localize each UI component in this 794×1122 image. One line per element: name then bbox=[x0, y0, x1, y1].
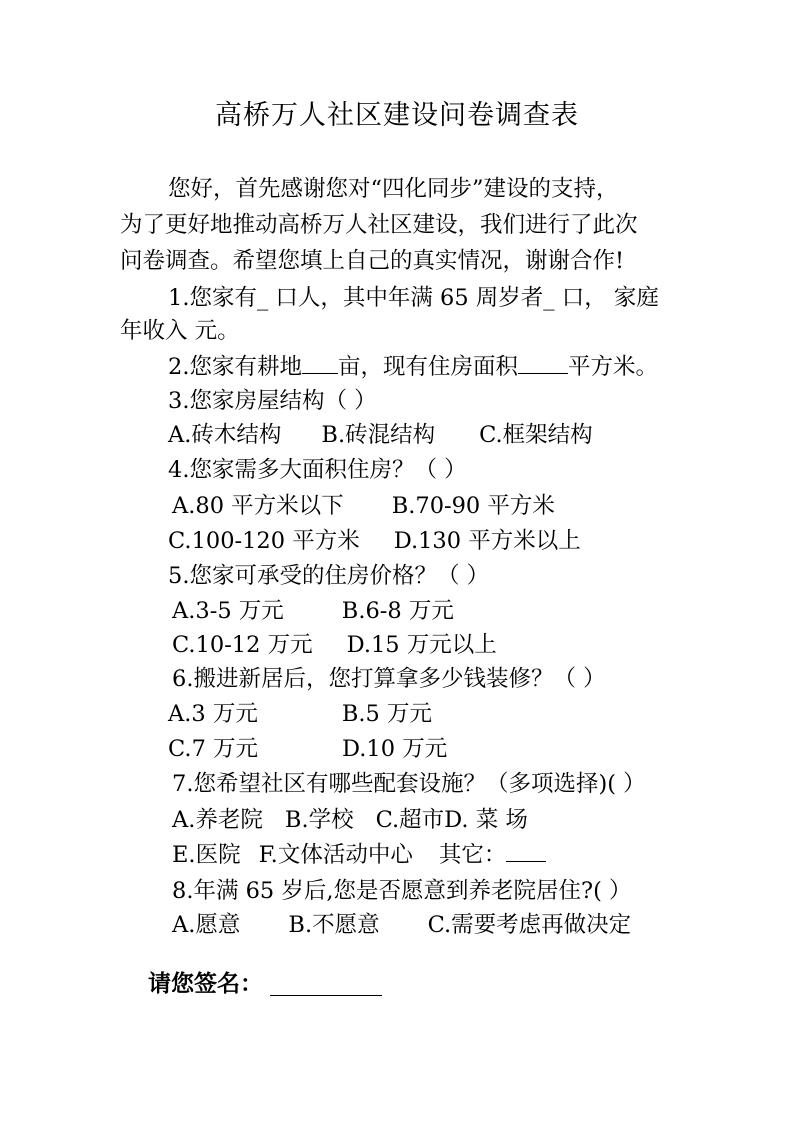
q8-option-b[interactable]: B.不愿意 bbox=[288, 912, 380, 938]
q5-options-row-1 bbox=[172, 594, 454, 628]
intro-line-1: 您好，首先感谢您对“四化同步”建设的支持， bbox=[168, 176, 619, 202]
q4-option-c[interactable]: C.100-120 平方米 bbox=[168, 528, 360, 554]
q8-options bbox=[172, 908, 631, 942]
q3-option-a[interactable]: A.砖木结构 bbox=[168, 422, 282, 448]
q5-option-d[interactable]: D.15 万元以上 bbox=[346, 632, 497, 658]
q6-option-a[interactable]: A.3 万元 bbox=[168, 701, 258, 727]
q7-other-blank[interactable] bbox=[506, 839, 546, 862]
q3-question: 3.您家房屋结构（ ） bbox=[168, 388, 377, 414]
q6-option-c[interactable]: C.7 万元 bbox=[168, 736, 259, 762]
q7-option-other: 其它： bbox=[438, 842, 507, 868]
q8-option-a[interactable]: A.愿意 bbox=[172, 912, 241, 938]
q7-option-f[interactable]: F.文体活动中心 bbox=[258, 842, 413, 868]
q4-option-a[interactable]: A.80 平方米以下 bbox=[172, 493, 344, 519]
q2-text-1: 2.您家有耕地 bbox=[168, 354, 302, 380]
q7-option-e[interactable]: E.医院 bbox=[172, 842, 241, 868]
q3-option-c[interactable]: C.框架结构 bbox=[479, 422, 593, 448]
q3-options bbox=[168, 418, 593, 452]
q7-question: 7.您希望社区有哪些配套设施？（多项选择)( ） bbox=[172, 771, 646, 797]
q1-line-1: 1.您家有_ 口人，其中年满 65 周岁者_ 口， 家庭 bbox=[168, 285, 659, 311]
q4-options-row-1 bbox=[172, 489, 555, 523]
intro-line-2: 为了更好地推动高桥万人社区建设，我们进行了此次 bbox=[120, 212, 638, 238]
q5-question: 5.您家可承受的住房价格？（ ） bbox=[168, 563, 490, 589]
q6-options-row-2 bbox=[168, 732, 447, 766]
q2-housing-area-blank[interactable] bbox=[518, 351, 568, 374]
q4-options-row-2 bbox=[168, 524, 581, 558]
intro-line-3: 问卷调查。希望您填上自己的真实情况，谢谢合作! bbox=[120, 248, 625, 274]
q7-option-d[interactable]: D. 菜 场 bbox=[444, 807, 528, 833]
q2-text-2: 亩，现有住房面积 bbox=[337, 354, 518, 380]
q7-option-a[interactable]: A.养老院 bbox=[172, 807, 263, 833]
q2-text-3: 平方米。 bbox=[567, 354, 658, 380]
page-title: 高桥万人社区建设问卷调查表 bbox=[215, 100, 579, 131]
q5-options-row-2 bbox=[172, 628, 497, 662]
signature-blank[interactable] bbox=[270, 995, 382, 996]
q7-options-row-2 bbox=[172, 838, 546, 872]
q7-option-b[interactable]: B.学校 bbox=[284, 807, 354, 833]
q3-option-b[interactable]: B.砖混结构 bbox=[321, 422, 436, 448]
signature-label: 请您签名： bbox=[148, 971, 263, 997]
q4-question: 4.您家需多大面积住房？（ ） bbox=[168, 457, 467, 483]
q2-farmland-blank[interactable] bbox=[302, 351, 338, 374]
q5-option-c[interactable]: C.10-12 万元 bbox=[172, 632, 313, 658]
q6-question: 6.搬进新居后，您打算拿多少钱装修？（ ） bbox=[172, 666, 606, 692]
q5-option-b[interactable]: B.6-8 万元 bbox=[341, 598, 454, 624]
q8-option-c[interactable]: C.需要考虑再做决定 bbox=[427, 912, 632, 938]
q6-option-b[interactable]: B.5 万元 bbox=[341, 701, 433, 727]
q4-option-d[interactable]: D.130 平方米以上 bbox=[393, 528, 581, 554]
q7-option-c[interactable]: C.超市 bbox=[375, 807, 445, 833]
q5-option-a[interactable]: A.3-5 万元 bbox=[172, 598, 284, 624]
q6-options-row-1 bbox=[168, 697, 432, 731]
q6-option-d[interactable]: D.10 万元 bbox=[342, 736, 448, 762]
q8-question: 8.年满 65 岁后,您是否愿意到养老院居住?( ） bbox=[172, 878, 632, 904]
q1-line-2: 年收入 元。 bbox=[120, 318, 240, 344]
q7-options-row-1 bbox=[172, 803, 528, 837]
q2-line bbox=[168, 350, 658, 384]
q4-option-b[interactable]: B.70-90 平方米 bbox=[391, 493, 555, 519]
